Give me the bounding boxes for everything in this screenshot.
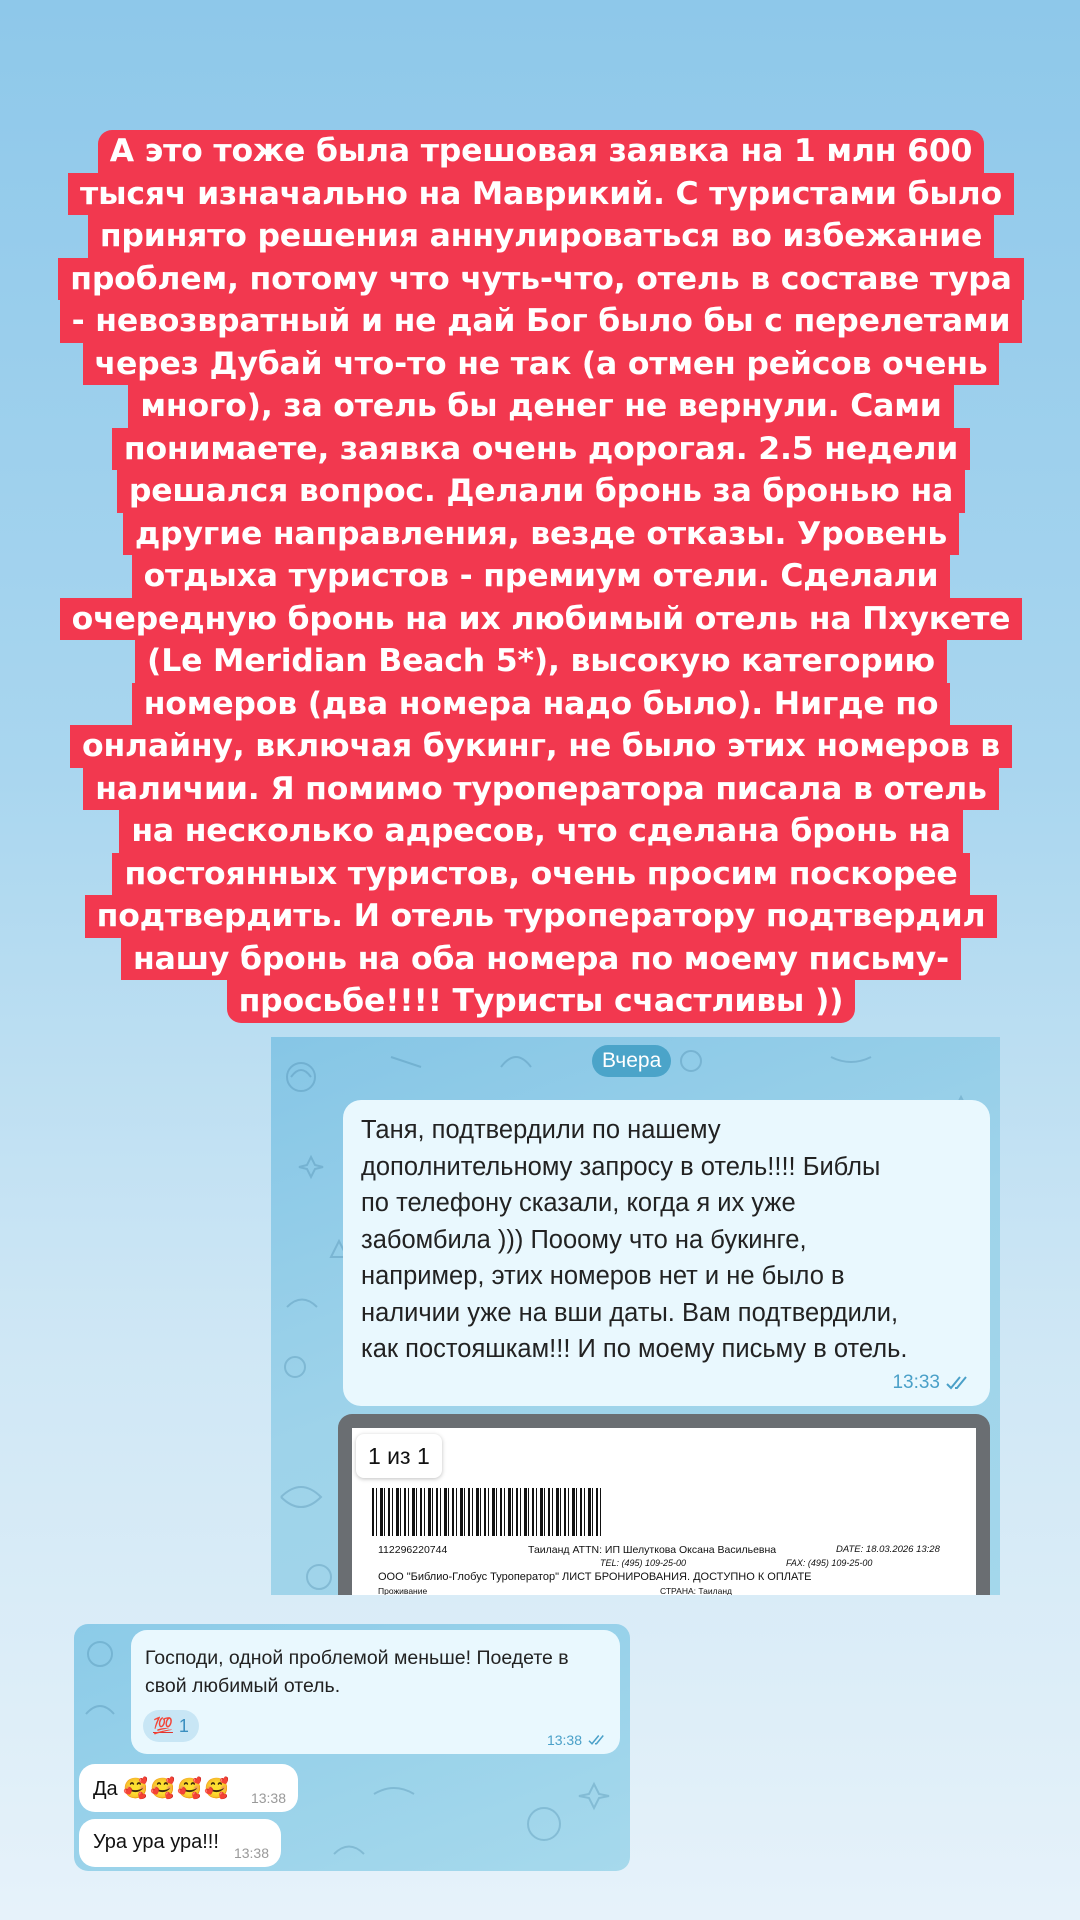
story-line: постоянных туристов, очень просим поскорее [112,853,969,896]
story-line: очередную бронь на их любимый отель на Пхукете [60,598,1023,641]
message-text: Ура ура ура!!! [93,1831,219,1853]
document-country-label: СТРАНА: Таиланд [660,1586,732,1595]
incoming-message-bubble[interactable] [79,1819,281,1867]
story-line: тысяч изначально на Маврикий. С туристами было [68,173,1014,216]
message-text: Господи, одной проблемой меньше! Поедете в свой любимый отель. [145,1647,569,1697]
story-line: (Le Meridian Beach 5*), высокую категорию [135,640,947,683]
hundred-points-icon: 💯 [153,1718,173,1735]
booking-id: 112296220744 [378,1544,448,1556]
document-tel: TEL: (495) 109-25-00 [600,1558,687,1568]
story-line: А это тоже была трешовая заявка на 1 млн 600 [98,130,985,173]
message-time: 13:38 [250,1790,286,1806]
story-line: отдыха туристов - премиум отели. Сделали [132,555,951,598]
chat-screenshot-confirmation [271,1037,1000,1595]
reaction-count: 1 [178,1715,189,1736]
double-check-icon [588,1734,608,1746]
date-separator: Вчера [592,1045,671,1077]
page-counter: 1 из 1 [356,1434,442,1478]
reply-text: Да [93,1778,118,1800]
story-line: номеров (два номера надо было). Нигде по [132,683,951,726]
story-line: подтвердить. И отель туроператору подтвердил [85,895,998,938]
story-line: наличии. Я помимо туроператора писала в отель [83,768,998,811]
outgoing-message-bubble[interactable] [343,1100,990,1406]
story-line: много), за отель бы денег не вернули. Сами [128,385,953,428]
story-line: проблем, потому что чуть-что, отель в составе тура [58,258,1023,301]
message-time: 13:38 [233,1845,269,1861]
story-text-block [48,130,1034,1023]
barcode-image [372,1488,602,1536]
message-time: 13:33 [892,1372,940,1393]
document-page [352,1428,976,1595]
document-org-line: ООО "Библио-Глобус Туроператор" ЛИСТ БРОНИРОВАНИЯ. ДОСТУПНО К ОПЛАТЕ [378,1571,812,1583]
double-check-icon [946,1375,972,1391]
message-meta [892,1372,972,1394]
story-line: онлайну, включая букинг, не было этих номеров в [70,725,1012,768]
story-line: просьбе!!!! Туристы счастливы )) [227,980,856,1023]
story-line: через Дубай что-то не так (а отмен рейсов очень [83,343,1000,386]
document-date: DATE: 18.03.2026 13:28 [836,1544,940,1555]
message-text: Таня, подтвердили по нашему дополнительному запросу в отель!!!! Библы по телефону сказали, когда я их уже забомбила ))) Пооому что на букинге, например, этих номеров нет и не было в наличии уже на вши даты. Вам подтвердили, как постояшкам!!! И по моему письму в отель. [361,1116,908,1363]
document-preview[interactable] [338,1414,990,1595]
reaction-badge[interactable] [143,1710,199,1742]
story-line: на несколько адресов, что сделана бронь на [119,810,962,853]
message-meta [547,1732,608,1748]
story-line: нашу бронь на оба номера по моему письму- [121,938,961,981]
story-line: понимаете, заявка очень дорогая. 2.5 недели [112,428,970,471]
chat-screenshot-reply [74,1624,630,1871]
story-line: другие направления, везде отказы. Уровень [123,513,959,556]
message-time: 13:38 [546,1732,582,1748]
outgoing-message-bubble[interactable] [131,1630,620,1754]
document-attn: Таиланд ATTN: ИП Шелуткова Оксана Васильевна [528,1544,777,1556]
story-line: решался вопрос. Делали бронь за бронью на [117,470,965,513]
document-accommodation-label: Проживание [378,1586,428,1595]
incoming-message-bubble[interactable] [79,1764,298,1812]
story-line: принято решения аннулироваться во избежание [88,215,994,258]
message-text [93,1776,231,1801]
story-line: - невозвратный и не дай Бог было бы с перелетами [60,300,1023,343]
smiling-hearts-icon: 🥰🥰🥰🥰 [123,1778,231,1800]
document-fax: FAX: (495) 109-25-00 [786,1558,873,1568]
